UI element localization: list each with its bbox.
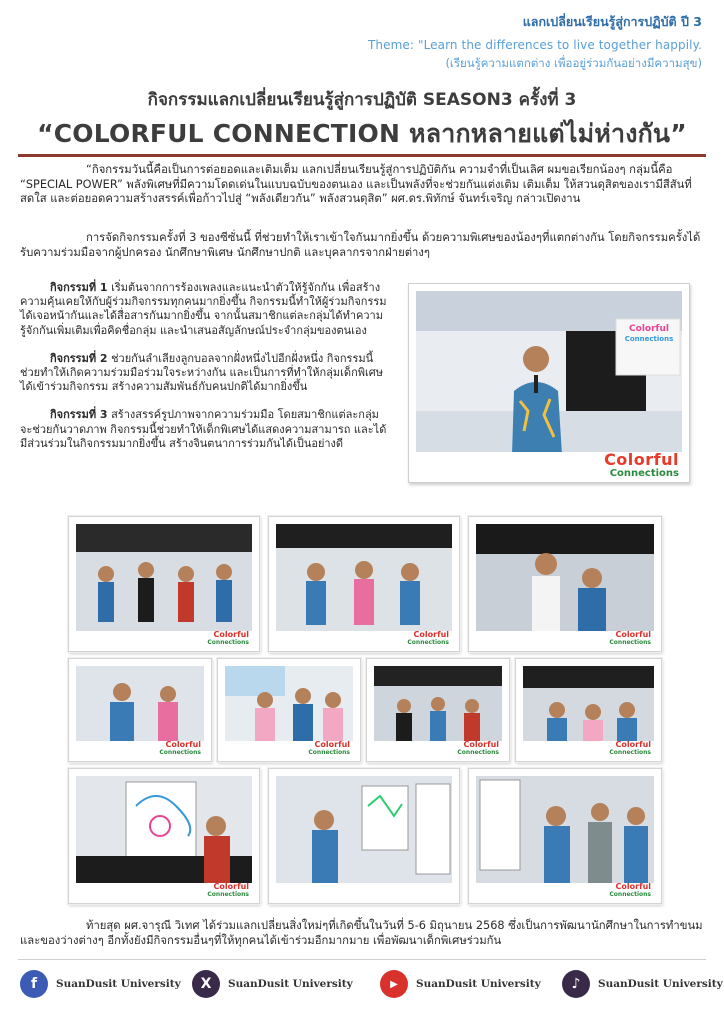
colorful-connections-logo: Colorful Connections: [207, 882, 249, 898]
social-youtube[interactable]: [380, 970, 541, 998]
speaker-photo: [416, 291, 682, 452]
activity-list: [20, 281, 390, 465]
activity-item: [20, 281, 390, 338]
activity-photo: [268, 516, 460, 652]
closing-paragraph: [20, 918, 710, 948]
header: [368, 12, 702, 73]
speaker-illustration: [416, 291, 682, 452]
intro-text-1: “กิจกรรมวันนี้คือเป็นการต่อยอดและเติมเต็ม แลกเปลี่ยนเรียนรู้สู่การปฏิบัติกัน ความจำที่เป็นเลิศ ผมขอเรียกน้องๆ กลุ่มนี้คือ “SPECIAL POWER” พลังพิเศษที่มีความโดดเด่นในแบบฉบับของตนเอง และเป็นพลังที่จะช่วยกันแต่งเติม เติมเต็ม ให้สวนดุสิตของเรามีสีสันที่สดใส และต่อยอดความสร้างสรรค์เพื่อก้าวไปสู่ “พลังเดียวกัน” พลังสวนดุสิต” ผศ.ดร.พิทักษ์ จันทร์เจริญ กล่าวเปิดงาน: [20, 163, 692, 205]
screen-logo: Colorful Connections: [624, 324, 674, 343]
social-label: SuanDusit University: [56, 978, 181, 990]
header-title: แลกเปลี่ยนเรียนรู้สู่การปฏิบัติ ปี 3: [522, 14, 702, 29]
header-theme: Theme: "Learn the differences to live together happily.: [368, 38, 702, 52]
activity-label: กิจกรรมที่ 1: [50, 281, 108, 294]
social-x[interactable]: [192, 970, 353, 998]
activity-photo: [68, 768, 260, 904]
main-photo: [408, 283, 690, 483]
activity-item: [20, 408, 390, 451]
activity-photo: [468, 768, 662, 904]
footer-divider: [18, 959, 706, 960]
activity-photo: [468, 516, 662, 652]
activity-text: เริ่มต้นจากการร้องเพลงและแนะนำตัวให้รู้จักกัน เพื่อสร้างความคุ้นเคยให้กับผู้ร่วมกิจกรรมทุกคนมากยิ่งขึ้น กิจกรรมนี้ทำให้ผู้ร่วมกิจกรรมได้เจอหน้ากันและได้สื่อสารกันมากยิ่งขึ้น จากนั้นสมาชิกแต่ละกลุ่มได้ทำความรู้จักกันเพิ่มเติมเพื่อคิดชื่อกลุ่ม และนำเสนอสัญลักษณ์ประจำกลุ่มของตนเอง: [20, 281, 387, 337]
page-title: กิจกรรมแลกเปลี่ยนเรียนรู้สู่การปฏิบัติ SEASON3 ครั้งที่ 3: [147, 90, 577, 110]
social-label: SuanDusit University: [228, 978, 353, 990]
title-divider: [18, 154, 706, 157]
intro-paragraph-2: [20, 231, 706, 260]
activity-label: กิจกรรมที่ 3: [50, 408, 108, 422]
closing-text: ท้ายสุด ผศ.จารุณี วิเทศ ได้ร่วมแลกเปลี่ยนสิ่งใหม่ๆที่เกิดขึ้นในวันที่ 5-6 มิถุนายน 2568 ซึ่งเป็นการพัฒนานักศึกษาในการทำขนมและของว่างต่างๆ อีกทั้งยังมีกิจกรรมอื่นๆที่ให้ทุกคนได้เข้าร่วมอีกมากมาย เพื่อพัฒนาเด็กพิเศษร่วมกัน: [20, 919, 703, 947]
activity-photo: [68, 658, 212, 762]
activity-photo: [268, 768, 460, 904]
activity-photo: [217, 658, 361, 762]
youtube-icon: ▶: [380, 970, 408, 998]
intro-paragraph-1: [20, 163, 706, 207]
colorful-connections-logo: Colorful Connections: [407, 630, 449, 646]
social-label: SuanDusit University: [598, 978, 723, 990]
colorful-connections-logo: Colorful Connections: [457, 740, 499, 756]
activity-text: ช่วยกันลำเลียงลูกบอลจากฝั่งหนึ่งไปอีกฝั่งหนึ่ง กิจกรรมนี้ช่วยทำให้เกิดความร่วมมือร่วมใจระหว่างกัน และเป็นการที่ทำให้กลุ่มเด็กพิเศษได้เข้าร่วมกิจกรรม สร้างความสัมพันธ์กับคนปกติได้มากยิ่งขึ้น: [20, 351, 383, 394]
tiktok-icon: ♪: [562, 970, 590, 998]
activity-text: สร้างสรรค์รูปภาพจากความร่วมมือ โดยสมาชิกแต่ละกลุ่มจะช่วยกันวาดภาพ กิจกรรมนี้ช่วยทำให้เด็กพิเศษได้แสดงความสามารถ และได้มีส่วนร่วมในกิจกรรมมากยิ่งขึ้น สร้างจินตนาการร่วมกันได้เป็นอย่างดี: [20, 408, 387, 450]
activity-photo: [366, 658, 510, 762]
colorful-connections-logo: Colorful Connections: [609, 630, 651, 646]
header-theme-thai: (เรียนรู้ความแตกต่าง เพื่ออยู่ร่วมกันอย่างมีความสุข): [445, 56, 702, 70]
activity-photo: [515, 658, 662, 762]
colorful-connections-logo: Colorful Connections: [207, 630, 249, 646]
activity-photo: [68, 516, 260, 652]
page-headline: “COLORFUL CONNECTION หลากหลายแต่ไม่ห่างกัน”: [37, 119, 687, 148]
colorful-connections-logo: Colorful Connections: [308, 740, 350, 756]
facebook-icon: f: [20, 970, 48, 998]
social-tiktok[interactable]: [562, 970, 723, 998]
colorful-connections-logo: Colorful Connections: [604, 450, 679, 479]
colorful-connections-logo: Colorful Connections: [609, 882, 651, 898]
colorful-connections-logo: Colorful Connections: [609, 740, 651, 756]
activity-label: กิจกรรมที่ 2: [50, 351, 108, 365]
intro-text-2: การจัดกิจกรรมครั้งที่ 3 ของซีซั่นนี้ ที่ช่วยทำให้เราเข้าใจกันมากยิ่งขึ้น ด้วยความพิเศษของน้องๆที่แตกต่างกัน โดยกิจกรรมครั้งได้รับความร่วมมือจากผู้ปกครอง นักศึกษาพิเศษ นักศึกษาปกติ และบุคลากรจากฝ่ายต่างๆ: [20, 231, 701, 259]
social-label: SuanDusit University: [416, 978, 541, 990]
colorful-connections-logo: Colorful Connections: [159, 740, 201, 756]
x-icon: X: [192, 970, 220, 998]
social-facebook[interactable]: [20, 970, 181, 998]
activity-item: [20, 352, 390, 395]
